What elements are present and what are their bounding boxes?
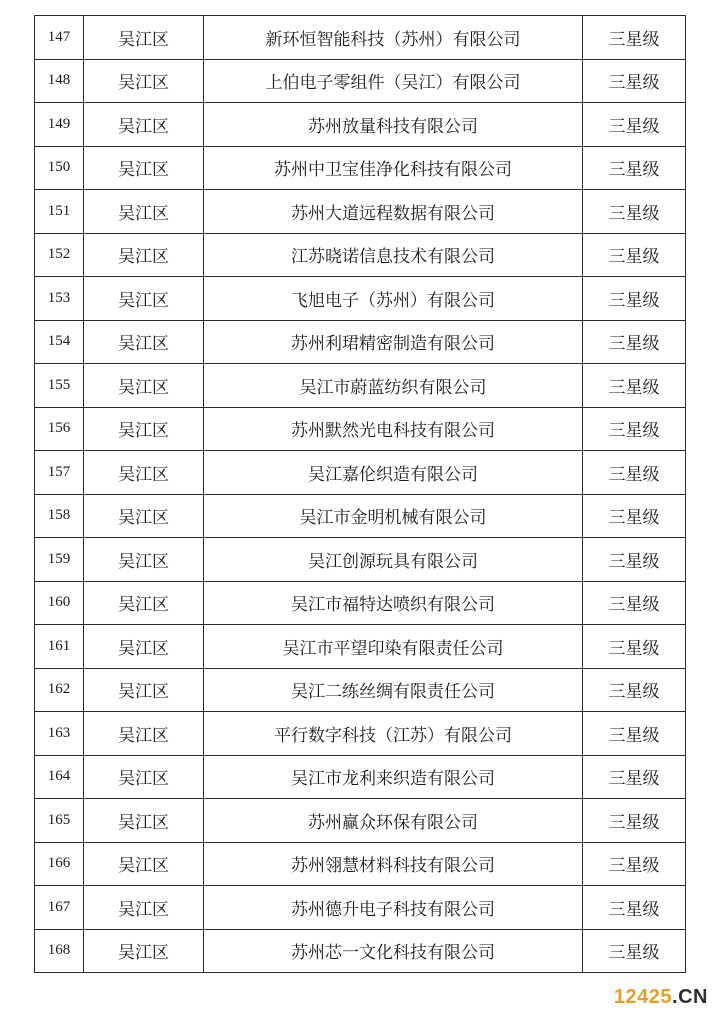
row-number-cell: 154	[35, 320, 84, 364]
row-number-cell: 157	[35, 451, 84, 495]
row-number-cell: 158	[35, 494, 84, 538]
row-number-cell: 165	[35, 799, 84, 843]
table-row	[35, 190, 686, 234]
enterprise-list-table	[34, 15, 686, 973]
company-name-cell: 平行数字科技（江苏）有限公司	[204, 712, 583, 756]
rating-level-cell: 三星级	[583, 799, 686, 843]
company-name-cell: 吴江二练丝绸有限责任公司	[204, 668, 583, 712]
row-number-cell: 160	[35, 581, 84, 625]
site-watermark-logo	[614, 986, 708, 1009]
district-cell: 吴江区	[84, 364, 204, 408]
district-cell: 吴江区	[84, 146, 204, 190]
table-row	[35, 103, 686, 147]
rating-level-cell: 三星级	[583, 364, 686, 408]
table-row	[35, 755, 686, 799]
rating-level-cell: 三星级	[583, 712, 686, 756]
row-number-cell: 155	[35, 364, 84, 408]
district-cell: 吴江区	[84, 581, 204, 625]
table-row	[35, 842, 686, 886]
district-cell: 吴江区	[84, 233, 204, 277]
company-name-cell: 苏州大道远程数据有限公司	[204, 190, 583, 234]
district-cell: 吴江区	[84, 59, 204, 103]
table-row	[35, 799, 686, 843]
table-row	[35, 668, 686, 712]
table-row	[35, 625, 686, 669]
company-name-cell: 苏州芯一文化科技有限公司	[204, 929, 583, 973]
rating-level-cell: 三星级	[583, 103, 686, 147]
rating-level-cell: 三星级	[583, 451, 686, 495]
district-cell: 吴江区	[84, 190, 204, 234]
row-number-cell: 166	[35, 842, 84, 886]
rating-level-cell: 三星级	[583, 538, 686, 582]
district-cell: 吴江区	[84, 451, 204, 495]
company-name-cell: 吴江市金明机械有限公司	[204, 494, 583, 538]
district-cell: 吴江区	[84, 799, 204, 843]
table-row	[35, 712, 686, 756]
district-cell: 吴江区	[84, 842, 204, 886]
rating-level-cell: 三星级	[583, 233, 686, 277]
company-name-cell: 苏州利珺精密制造有限公司	[204, 320, 583, 364]
rating-level-cell: 三星级	[583, 190, 686, 234]
row-number-cell: 153	[35, 277, 84, 321]
rating-level-cell: 三星级	[583, 886, 686, 930]
row-number-cell: 152	[35, 233, 84, 277]
company-name-cell: 吴江创源玩具有限公司	[204, 538, 583, 582]
district-cell: 吴江区	[84, 16, 204, 60]
table-row	[35, 407, 686, 451]
table-row	[35, 59, 686, 103]
district-cell: 吴江区	[84, 320, 204, 364]
district-cell: 吴江区	[84, 103, 204, 147]
company-name-cell: 吴江市龙利来织造有限公司	[204, 755, 583, 799]
rating-level-cell: 三星级	[583, 494, 686, 538]
table-row	[35, 929, 686, 973]
rating-level-cell: 三星级	[583, 929, 686, 973]
table-row	[35, 277, 686, 321]
district-cell: 吴江区	[84, 886, 204, 930]
row-number-cell: 151	[35, 190, 84, 234]
rating-level-cell: 三星级	[583, 407, 686, 451]
rating-level-cell: 三星级	[583, 320, 686, 364]
rating-level-cell: 三星级	[583, 755, 686, 799]
table-body	[35, 16, 686, 973]
row-number-cell: 147	[35, 16, 84, 60]
rating-level-cell: 三星级	[583, 146, 686, 190]
rating-level-cell: 三星级	[583, 668, 686, 712]
table-row	[35, 581, 686, 625]
row-number-cell: 156	[35, 407, 84, 451]
rating-level-cell: 三星级	[583, 59, 686, 103]
table-row	[35, 320, 686, 364]
row-number-cell: 149	[35, 103, 84, 147]
district-cell: 吴江区	[84, 538, 204, 582]
watermark-tld: CN	[678, 986, 708, 1008]
district-cell: 吴江区	[84, 755, 204, 799]
row-number-cell: 164	[35, 755, 84, 799]
row-number-cell: 163	[35, 712, 84, 756]
row-number-cell: 159	[35, 538, 84, 582]
rating-level-cell: 三星级	[583, 842, 686, 886]
company-name-cell: 苏州中卫宝佳净化科技有限公司	[204, 146, 583, 190]
district-cell: 吴江区	[84, 407, 204, 451]
rating-level-cell: 三星级	[583, 581, 686, 625]
company-name-cell: 苏州翎慧材料科技有限公司	[204, 842, 583, 886]
row-number-cell: 150	[35, 146, 84, 190]
company-name-cell: 吴江市蔚蓝纺织有限公司	[204, 364, 583, 408]
rating-level-cell: 三星级	[583, 277, 686, 321]
company-name-cell: 吴江市平望印染有限责任公司	[204, 625, 583, 669]
rating-level-cell: 三星级	[583, 625, 686, 669]
company-name-cell: 苏州赢众环保有限公司	[204, 799, 583, 843]
table-row	[35, 364, 686, 408]
district-cell: 吴江区	[84, 712, 204, 756]
company-name-cell: 吴江市福特达喷织有限公司	[204, 581, 583, 625]
company-name-cell: 苏州放量科技有限公司	[204, 103, 583, 147]
row-number-cell: 162	[35, 668, 84, 712]
row-number-cell: 161	[35, 625, 84, 669]
table-row	[35, 886, 686, 930]
district-cell: 吴江区	[84, 929, 204, 973]
table-row	[35, 146, 686, 190]
district-cell: 吴江区	[84, 494, 204, 538]
company-name-cell: 吴江嘉伦织造有限公司	[204, 451, 583, 495]
company-name-cell: 新环恒智能科技（苏州）有限公司	[204, 16, 583, 60]
table-row	[35, 451, 686, 495]
enterprise-list-table-container	[34, 15, 685, 973]
table-row	[35, 538, 686, 582]
table-row	[35, 16, 686, 60]
watermark-digits: 12425	[613, 986, 673, 1008]
company-name-cell: 上伯电子零组件（吴江）有限公司	[204, 59, 583, 103]
row-number-cell: 168	[35, 929, 84, 973]
table-row	[35, 494, 686, 538]
company-name-cell: 飞旭电子（苏州）有限公司	[204, 277, 583, 321]
company-name-cell: 江苏晓诺信息技术有限公司	[204, 233, 583, 277]
watermark-dot: .	[672, 986, 679, 1008]
row-number-cell: 148	[35, 59, 84, 103]
company-name-cell: 苏州默然光电科技有限公司	[204, 407, 583, 451]
rating-level-cell: 三星级	[583, 16, 686, 60]
district-cell: 吴江区	[84, 277, 204, 321]
district-cell: 吴江区	[84, 625, 204, 669]
row-number-cell: 167	[35, 886, 84, 930]
table-row	[35, 233, 686, 277]
company-name-cell: 苏州德升电子科技有限公司	[204, 886, 583, 930]
district-cell: 吴江区	[84, 668, 204, 712]
